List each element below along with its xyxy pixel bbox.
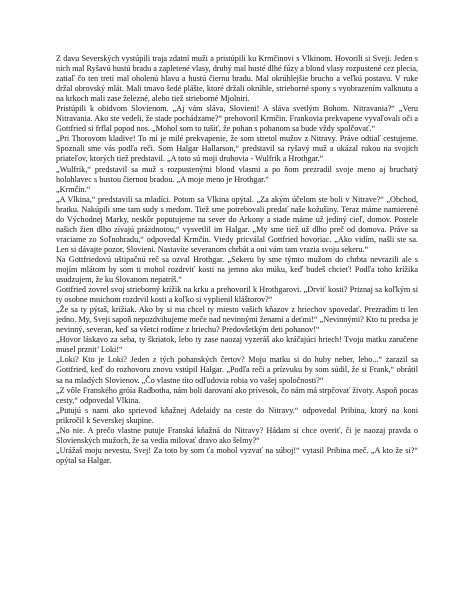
paragraph: Gottfried zovrel svoj strieborný krížik na krku a prehovoril k Hrothgarovi. „Drviť kosti? Priznaj sa koľkým si ty osobne mnichom rozdrvil kosti a koľko si vyplienil kláštorov?“	[56, 285, 418, 305]
document-page	[56, 54, 418, 466]
paragraph: „Wulfrik,“ predstavil sa muž s rozpustenými blond vlasmi a po ňom prezradil svoje meno aj bruchatý holohlavec s hustou čiernou bradou. „A moje meno je Hrothgar.“	[56, 164, 418, 184]
paragraph: „Urážaš moju nevestu, Svej! Za toto by som ťa mohol vyzvať na súboj!“ vytasil Pribina meč. „A kto že si?“ opýtal sa Halgar.	[56, 445, 418, 465]
paragraph: Z davu Severských vystúpili traja zdatní muži a pristúpili ku Krmčinovi s Vlkinom. Hovorili si Sveji. Jeden s nich mal Ryšavú hustú bradu a zapletené vlasy, druhý mal husté dlhé fúzy a blond vlasy rozpustené cez plecia, zatiaľ čo ten tretí mal oholenú hlavu a hustú čiernu bradu. Mal okrúhlejšie brucho a veľkú postavu. V ruke držal obrovský mlát. Mali tmavo šedé plášte, ktoré držali okrúhle, strieborné spony s vyobrazením valknutu a na krkoch mali zase železné, alebo tiež strieborné Mjolniri.	[56, 54, 419, 104]
paragraph: Pristúpili k obidvom Slovienom. „Aj vám sláva, Slovieni! A sláva svetlým Bohom. Nitravania?“ „Veru Nitravania. Ako ste vedeli, že stade pochádzame?“ prehovoril Krmčin. Frankovia prekvapene vyvaľovali oči a Gottfried si frflal popod nos. „Mohol som to tušiť, že pohan s pohanom sa bude vždy spolčovať.“	[56, 104, 418, 134]
paragraph: „Z vôle Franského gróía Radbotha, nám boli darovaní ako prívesok, čo nám má strpčovať životy. Aspoň pocas cesty,“ odpovedal Vlkina.	[56, 385, 418, 405]
paragraph: „Krmčin.“	[56, 184, 91, 194]
paragraph: Na Gottfriedovú uštipačnú reč sa ozval Hrothgar. „Sekeru by sme týmto mužom do chrbta nevrazili ale s mojím mlátom by som ti mohol rozdrviť kosti na jemno ako múku, keď budeš chcieť! Podľa toho krížika usudzujem, že ku Slovanom nepatríš.“	[56, 254, 418, 285]
paragraph: „Že sa ty pýtaš, krížiak. Ako by si ma chcel ty miesto vašich kňazov z hriechov spovedať. Prezradím ti len jedno. My, Sveji sapoň nepozdvihujeme meče nad nevinnými ženami a deťmi!“ „Nevinnými? Kto tu predsa je nevinný, severan, keď sa všetci rodíme z hriechu? Predovšetkým deti pohanov!“	[56, 305, 418, 335]
paragraph: „No nie. A prečo vlastne putuje Franská kňažná do Nitravy? Hádam si chce overiť, či je naozaj pravda o Slovienských mužoch, že sa vedia milovať dravo ako šelmy?“	[56, 425, 418, 445]
paragraph: „A Vlkina,“ predstavili sa mladíci. Potom sa Vlkina opýtal. „Za akým účelom ste boli v Nitrave?“ „Obchod, bratku. Nakúpili sme tam sudy s medom. Tiež sme potrebovali predať naše kožušiny. Teraz máme namierené do Východnej Marky, neskôr poputujeme na sever do Arkony a stade máme už jediný cieľ, domov. Postele našich žien dlho zívajú prázdnotou,“ vysvetlil im Halgar. „My sme tiež už dlho preč od domova. Práve sa vraciame zo Soľnohradu,“ odpovedal Krmčin. Vtedy pricválal Gottfried hovoriac. „Ako vidím, našli ste sa. Len si dávajte pozor, Slovieni. Nastavíte severanom chrbát a oni vám tam vrazia svoju sekeru.“	[56, 194, 418, 254]
paragraph: „Hovor láskavo za seba, ty škriatok, lebo ty zase naozaj vyzeráš ako kráčajúci hriech! Tvoju matku zaručene musel prznit’ Loki!“	[56, 335, 418, 355]
paragraph: „Loki? Kto je Loki? Jeden z tých pohanských čertov? Moju matku si do huby neber, lebo...“ zarazil sa Gottfried, keď do rozhovoru znovu vstúpil Halgar. „Podľa reči a prízvuku by som súdil, že si Frank,“ obrátil sa na mladých Slovienov. „Čo vlastne títo odľudovia robia vo vašej spoločnosti?“	[56, 355, 418, 385]
paragraph: „Pri Thorovom kladive! To mi je milé prekvapenie, že som stretol mužov z Nitravy. Práve odtiaľ cestujeme. Spoznali sme vás podľa reči. Som Halgar Hallarson,“ predstavil sa ryšavý muž a ukázal rukou na svojich priateľov, ktorých tiež predstavil. „A toto sú moji druhovia - Wulfrik a Hrothgar.“	[56, 134, 418, 164]
paragraph: „Putujú s nami ako sprievod kňažnej Adelaidy na ceste do Nitravy.“ odpovedal Pribina, ktorý na koni prikročil k Severskej skupine.	[56, 405, 418, 425]
